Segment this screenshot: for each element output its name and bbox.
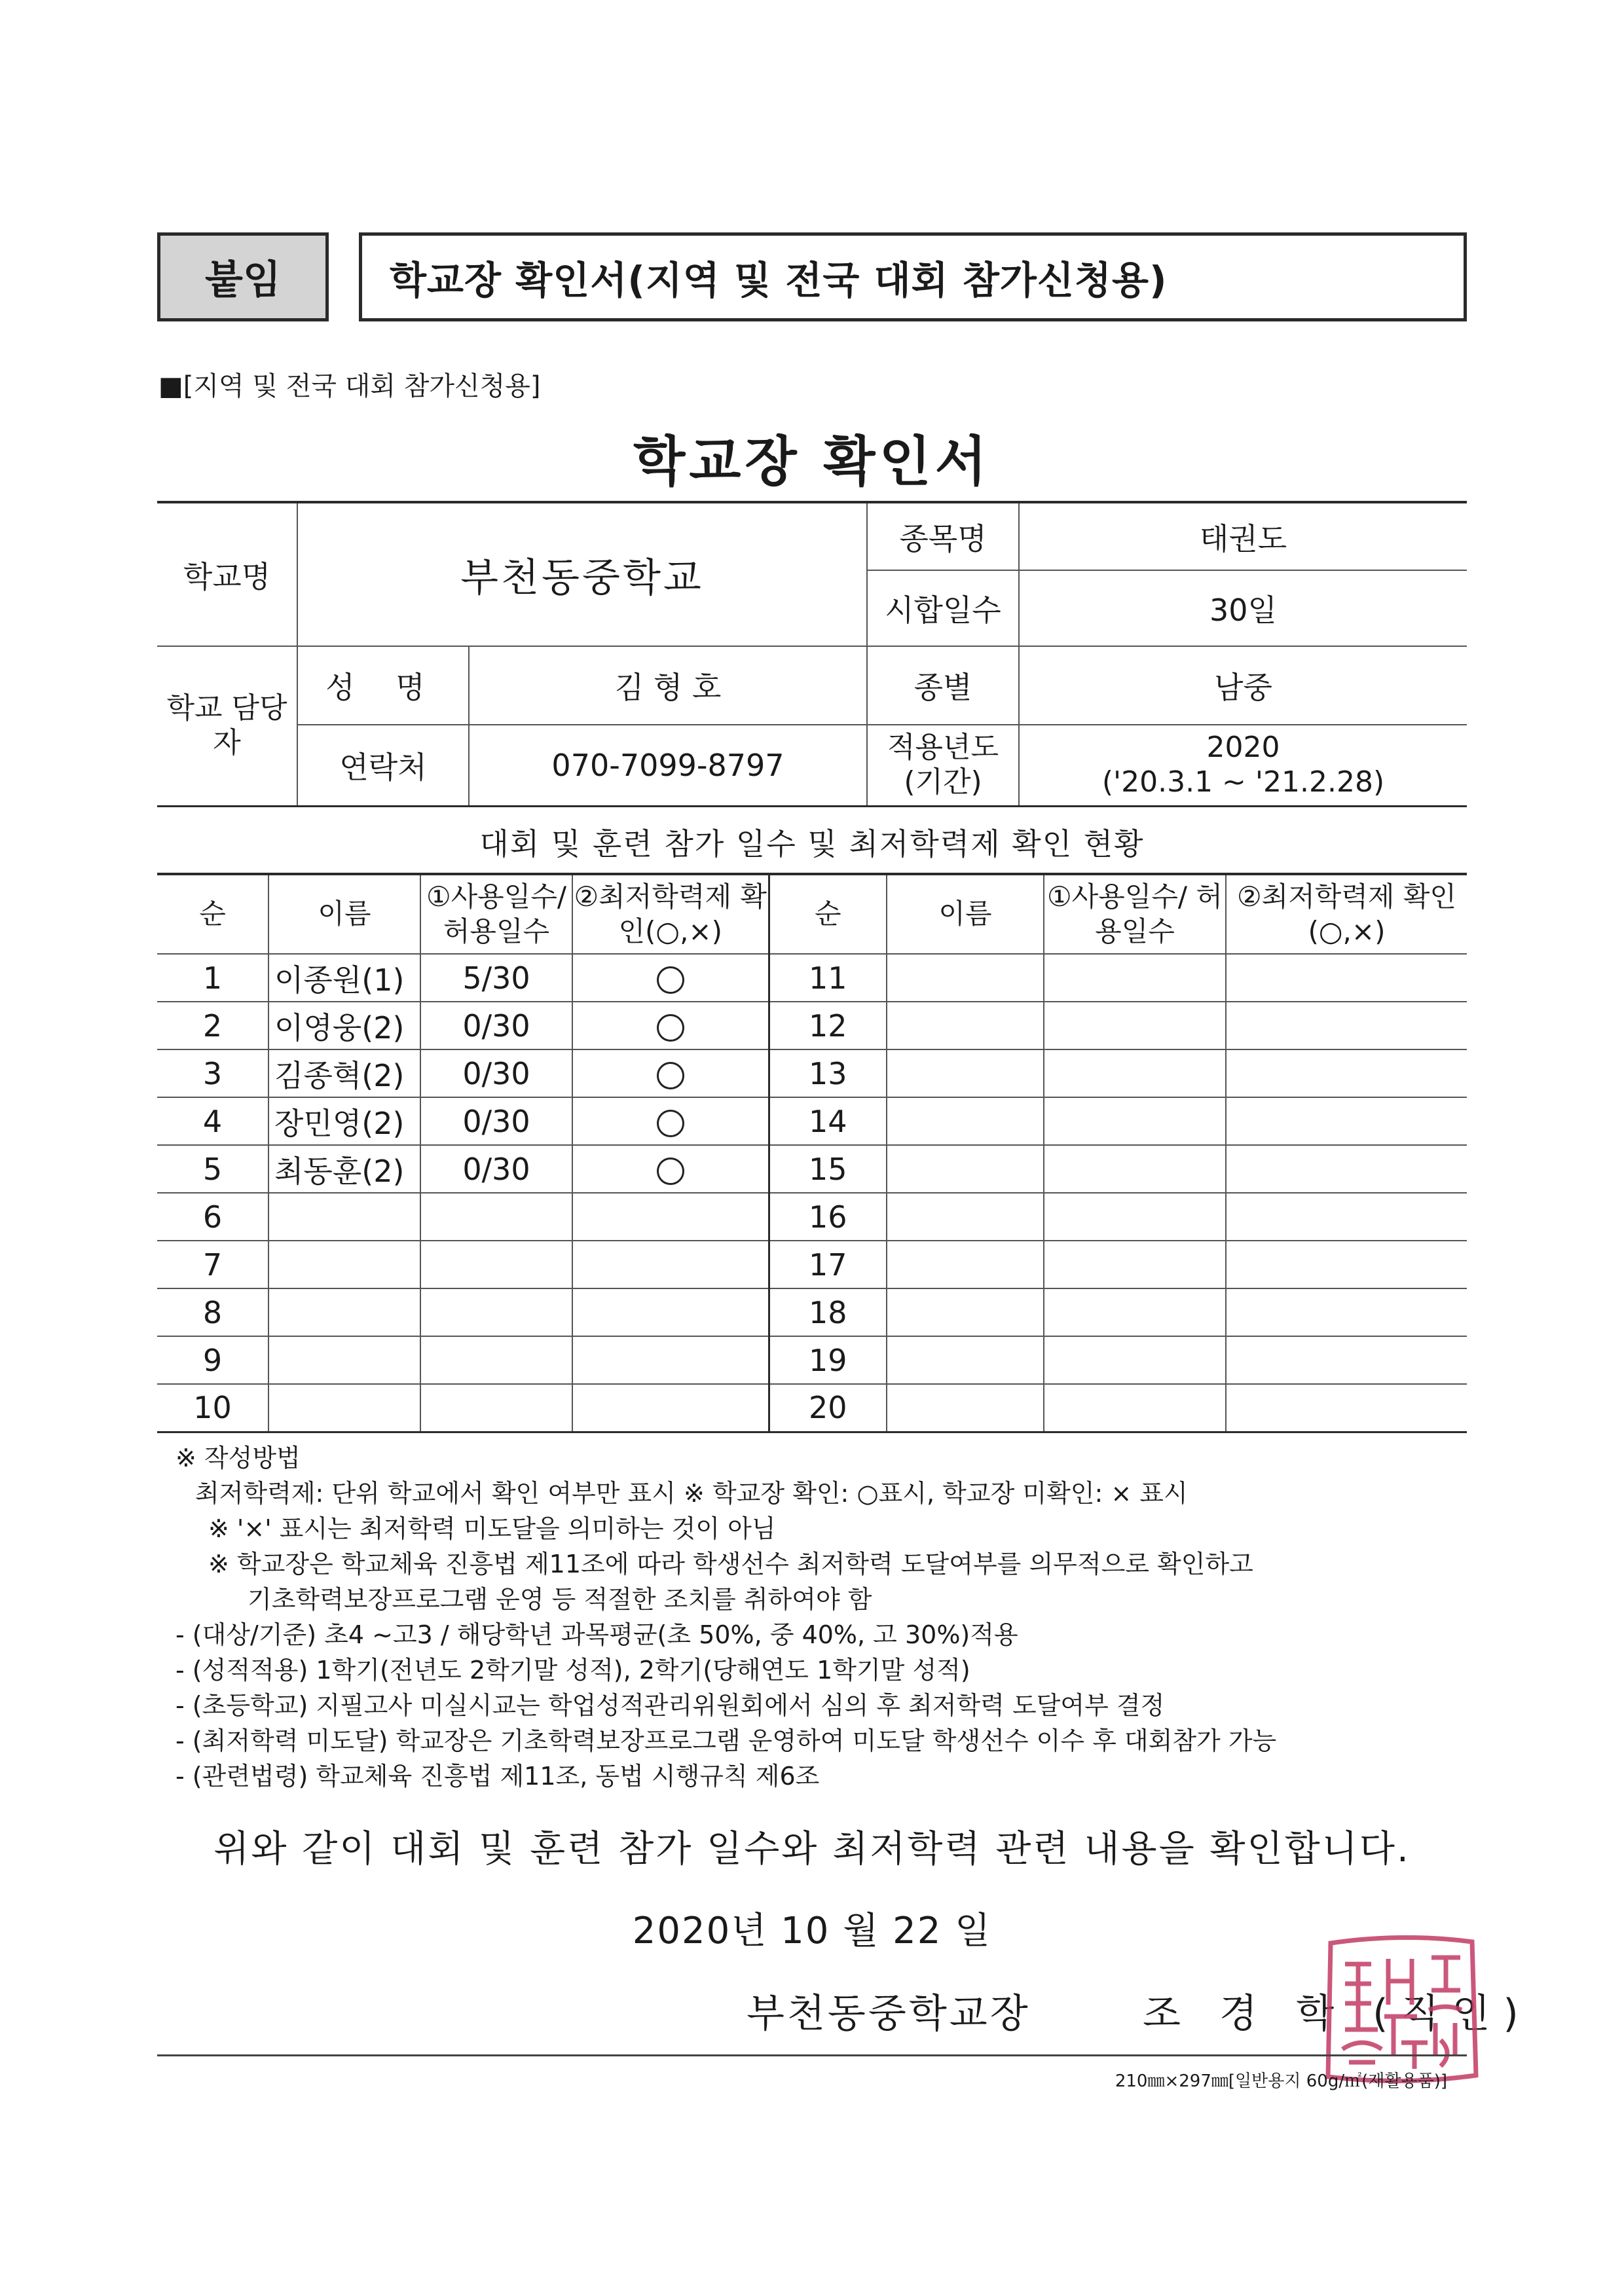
table-row — [157, 1288, 1467, 1336]
row-min-check — [1226, 1097, 1467, 1145]
apply-year-label: 적용년도 (기간) — [867, 725, 1019, 806]
table-row — [157, 1384, 1467, 1432]
table-row — [157, 1145, 1467, 1193]
row-used-days — [420, 1336, 572, 1384]
table-row — [157, 1336, 1467, 1384]
instruction-line: - (최저학력 미도달) 학교장은 기초학력보장프로그램 운영하여 미도달 학생선수 이수 후 대회참가 가능 — [175, 1726, 1277, 1755]
header-no: 순 — [157, 874, 268, 954]
row-min-check — [572, 1336, 769, 1384]
row-student-name: 김종혁(2) — [268, 1049, 420, 1097]
row-no: 10 — [157, 1384, 268, 1432]
row-no: 2 — [157, 1002, 268, 1049]
row-no: 11 — [769, 954, 887, 1002]
row-no: 18 — [769, 1288, 887, 1336]
row-used-days — [420, 1193, 572, 1241]
row-min-check — [572, 1193, 769, 1241]
row-used-days: 0/30 — [420, 1002, 572, 1049]
row-student-name: 이종원(1) — [268, 954, 420, 1002]
row-student-name — [887, 1193, 1044, 1241]
event-label: 종목명 — [867, 502, 1019, 570]
check-circle-icon — [657, 1014, 684, 1042]
issue-date: 2020년 10 월 22 일 — [632, 1910, 992, 1952]
row-used-days — [1044, 1002, 1226, 1049]
row-min-check — [1226, 1241, 1467, 1288]
row-min-check — [1226, 1145, 1467, 1193]
instruction-line: - (관련법령) 학교체육 진흥법 제11조, 동법 시행규칙 제6조 — [175, 1762, 820, 1791]
row-used-days — [1044, 1145, 1226, 1193]
category-value: 남중 — [1019, 646, 1467, 725]
instruction-line: ※ 작성방법 — [175, 1444, 301, 1472]
row-no: 6 — [157, 1193, 268, 1241]
row-no: 9 — [157, 1336, 268, 1384]
row-used-days — [1044, 1384, 1226, 1432]
row-min-check — [572, 1002, 769, 1049]
row-used-days — [1044, 1288, 1226, 1336]
check-circle-icon — [657, 1062, 684, 1089]
row-min-check — [572, 1145, 769, 1193]
row-min-check — [1226, 1336, 1467, 1384]
row-no: 20 — [769, 1384, 887, 1432]
row-student-name — [268, 1288, 420, 1336]
table-row — [157, 1097, 1467, 1145]
row-used-days: 0/30 — [420, 1049, 572, 1097]
school-manager-label: 학교 담당자 — [157, 646, 297, 806]
apply-year-cell — [1019, 725, 1467, 806]
footer-divider — [157, 2054, 1467, 2056]
row-student-name — [268, 1384, 420, 1432]
signer-organization: 부천동중학교장 — [747, 1991, 1031, 2037]
row-used-days: 0/30 — [420, 1097, 572, 1145]
row-student-name: 이영웅(2) — [268, 1002, 420, 1049]
row-student-name — [268, 1336, 420, 1384]
row-min-check — [1226, 1193, 1467, 1241]
instruction-line: - (초등학교) 지필고사 미실시교는 학업성적관리위원회에서 심의 후 최저학력 도달여부 결정 — [175, 1691, 1165, 1720]
row-no: 17 — [769, 1241, 887, 1288]
row-used-days — [420, 1384, 572, 1432]
row-used-days: 5/30 — [420, 954, 572, 1002]
row-no: 7 — [157, 1241, 268, 1288]
form-type-label: ■[지역 및 전국 대회 참가신청용] — [158, 371, 541, 401]
row-no: 16 — [769, 1193, 887, 1241]
row-used-days — [1044, 1336, 1226, 1384]
table-row — [157, 1241, 1467, 1288]
attachment-label: 붙임 — [157, 232, 329, 321]
confirmation-statement: 위와 같이 대회 및 훈련 참가 일수와 최저학력 관련 내용을 확인합니다. — [213, 1828, 1411, 1870]
instruction-line: 최저학력제: 단위 학교에서 확인 여부만 표시 ※ 학교장 확인: ○표시, 학교장 미확인: × 표시 — [195, 1479, 1188, 1508]
manager-name-label: 성 명 — [297, 646, 469, 725]
row-student-name — [887, 1384, 1044, 1432]
instruction-line: ※ '×' 표시는 최저학력 미도달을 의미하는 것이 아님 — [208, 1514, 776, 1543]
row-min-check — [1226, 1002, 1467, 1049]
apply-year-value: 2020 — [1206, 730, 1280, 764]
instruction-line: 기초학력보장프로그램 운영 등 적절한 조치를 취하여야 함 — [248, 1585, 872, 1614]
row-min-check — [572, 1384, 769, 1432]
row-min-check — [1226, 1049, 1467, 1097]
row-no: 12 — [769, 1002, 887, 1049]
table-row — [157, 954, 1467, 1002]
match-days-value: 30일 — [1019, 570, 1467, 646]
row-student-name — [268, 1193, 420, 1241]
header-check: ②최저학력제 확인(○,×) — [1226, 874, 1467, 954]
document-header-title: 학교장 확인서(지역 및 전국 대회 참가신청용) — [359, 232, 1467, 321]
row-student-name — [887, 1145, 1044, 1193]
row-used-days — [1044, 954, 1226, 1002]
row-used-days: 0/30 — [420, 1145, 572, 1193]
row-min-check — [572, 1097, 769, 1145]
row-student-name: 최동훈(2) — [268, 1145, 420, 1193]
row-student-name — [887, 1002, 1044, 1049]
category-label: 종별 — [867, 646, 1019, 725]
table-row — [157, 1193, 1467, 1241]
page-title: 학교장 확인서 — [633, 431, 991, 493]
manager-name-value: 김 형 호 — [469, 646, 867, 725]
row-used-days — [1044, 1241, 1226, 1288]
instruction-line: ※ 학교장은 학교체육 진흥법 제11조에 따라 학생선수 최저학력 도달여부를 의무적으로 확인하고 — [208, 1550, 1253, 1578]
school-info-table — [157, 501, 1467, 807]
row-min-check — [1226, 1288, 1467, 1336]
contact-value: 070-7099-8797 — [469, 725, 867, 806]
row-student-name — [887, 954, 1044, 1002]
row-used-days — [1044, 1049, 1226, 1097]
row-min-check — [572, 1241, 769, 1288]
row-used-days — [420, 1288, 572, 1336]
signer-name: 조 경 학 (직인) — [1143, 1991, 1532, 2037]
row-no: 19 — [769, 1336, 887, 1384]
check-circle-icon — [657, 966, 684, 994]
row-student-name — [887, 1288, 1044, 1336]
row-student-name — [887, 1049, 1044, 1097]
row-no: 15 — [769, 1145, 887, 1193]
row-min-check — [572, 1049, 769, 1097]
status-section-title: 대회 및 훈련 참가 일수 및 최저학력제 확인 현황 — [479, 826, 1145, 862]
row-min-check — [1226, 954, 1467, 1002]
match-days-label: 시합일수 — [867, 570, 1019, 646]
row-no: 5 — [157, 1145, 268, 1193]
row-no: 13 — [769, 1049, 887, 1097]
header-no: 순 — [769, 874, 887, 954]
instruction-line: - (성적적용) 1학기(전년도 2학기말 성적), 2학기(당해연도 1학기말 성적) — [175, 1656, 970, 1685]
header-days: ①사용일수/ 허용일수 — [420, 874, 572, 954]
header-name: 이름 — [268, 874, 420, 954]
check-circle-icon — [657, 1110, 684, 1137]
instruction-line: - (대상/기준) 초4 ~고3 / 해당학년 과목평균(초 50%, 중 40%, 고 30%)적용 — [175, 1620, 1018, 1649]
row-student-name — [887, 1097, 1044, 1145]
roster-table — [157, 873, 1467, 1433]
row-used-days — [420, 1241, 572, 1288]
paper-spec-note: 210㎜×297㎜[일반용지 60g/㎡(재활용품)] — [1115, 2071, 1447, 2091]
row-no: 14 — [769, 1097, 887, 1145]
event-value: 태권도 — [1019, 502, 1467, 570]
row-min-check — [572, 954, 769, 1002]
row-no: 3 — [157, 1049, 268, 1097]
row-min-check — [572, 1288, 769, 1336]
table-row — [157, 1049, 1467, 1097]
row-used-days — [1044, 1097, 1226, 1145]
row-student-name — [887, 1241, 1044, 1288]
header-name: 이름 — [887, 874, 1044, 954]
row-student-name — [268, 1241, 420, 1288]
row-student-name: 장민영(2) — [268, 1097, 420, 1145]
school-name-label: 학교명 — [157, 502, 297, 646]
header-check: ②최저학력제 확인(○,×) — [572, 874, 769, 954]
writing-instructions — [175, 1440, 1276, 1794]
table-row — [157, 1002, 1467, 1049]
row-no: 1 — [157, 954, 268, 1002]
apply-period-value: ('20.3.1 ~ '21.2.28) — [1101, 765, 1385, 799]
row-used-days — [1044, 1193, 1226, 1241]
contact-label: 연락처 — [297, 725, 469, 806]
header-days: ①사용일수/ 허용일수 — [1044, 874, 1226, 954]
row-no: 8 — [157, 1288, 268, 1336]
row-student-name — [887, 1336, 1044, 1384]
check-circle-icon — [657, 1157, 684, 1185]
school-name-value: 부천동중학교 — [297, 502, 867, 646]
row-no: 4 — [157, 1097, 268, 1145]
row-min-check — [1226, 1384, 1467, 1432]
